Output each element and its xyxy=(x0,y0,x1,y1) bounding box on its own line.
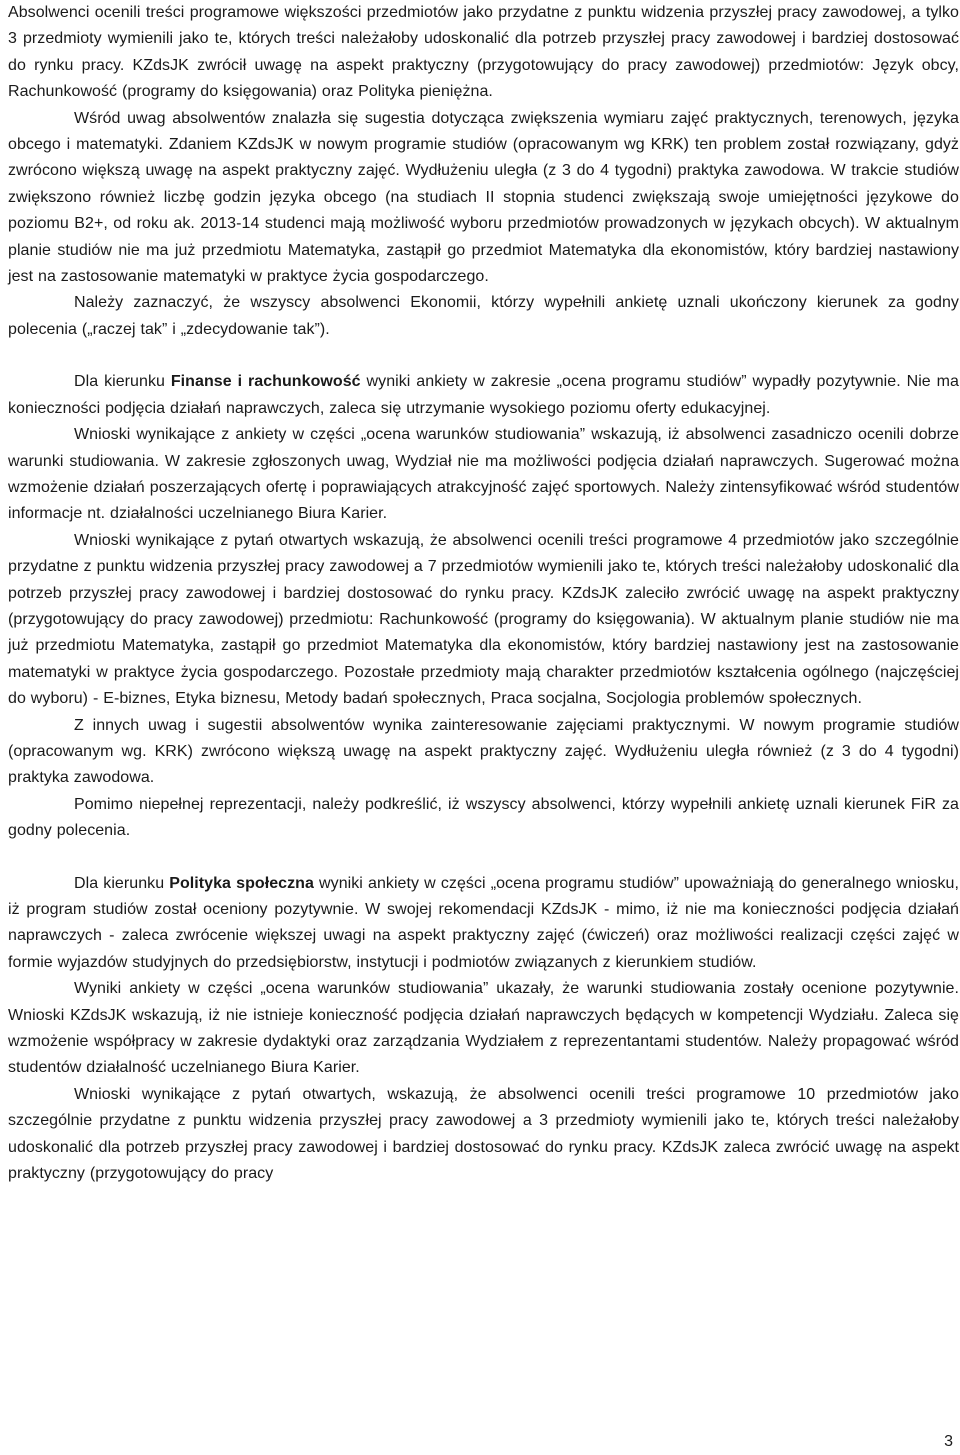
text-span: wyniki ankiety w części „ocena programu studiów” upoważniają do generalnego wniosku, iż program studiów został oceniony pozytywnie. W swojej rekomendacji KZdsJK - mimo, iż nie ma konieczności podjęcia działań naprawczych - zaleca zwrócenie większej uwagi na aspekt praktyczny zajęć (ćwiczeń) oraz możliwości realizacji części zajęć w formie wyjazdów studyjnych do przedsiębiorstw, instytucji i podmiotów związanych z kierunkiem studiów. xyxy=(8,874,960,971)
paragraph-8: Pomimo niepełnej reprezentacji, należy podkreślić, iż wszyscy absolwenci, którzy wypełnili ankietę uznali kierunek FiR za godny polecenia. xyxy=(8,795,959,840)
page-number: 3 xyxy=(944,1433,953,1450)
paragraph-5: Wnioski wynikające z ankiety w części „ocena warunków studiowania” wskazują, iż absolwenci zasadniczo ocenili dobrze warunki studiowania. W zakresie zgłoszonych uwag, Wydział nie ma możliwości podjęcia działań naprawczych. Sugerować można wzmożenie działań poszerzających ofertę i poprawiających atrakcyjność zajęć sportowych. Należy zintensyfikować wśród studentów informacje nt. działalności uczelnianego Biura Karier. xyxy=(8,426,959,523)
paragraph-10: Wyniki ankiety w części „ocena warunków studiowania” ukazały, że warunki studiowania zostały ocenione pozytywnie. Wnioski KZdsJK wskazują, iż nie istnieje konieczność podjęcia działań naprawczych będących w kompetencji Wydziału. Zaleca się wzmożenie współpracy w zakresie dydaktyki oraz zarządzania Wydziałem z reprezentantami studentów. Należy propagować wśród studentów działalność uczelnianego Biura Karier. xyxy=(8,980,959,1077)
program-name-polityka: Polityka społeczna xyxy=(169,874,314,892)
paragraph-2: Wśród uwag absolwentów znalazła się sugestia dotycząca zwiększenia wymiaru zajęć praktycznych, terenowych, języka obcego i matematyki. Zdaniem KZdsJK w nowym programie studiów (opracowanym wg KRK) ten problem został rozwiązany, gdyż zwrócono większą uwagę na aspekt praktyczny zajęć. Wydłużeniu uległa (z 3 do 4 tygodni) praktyka zawodowa. W trakcie studiów zwiększono również liczbę godzin języka obcego (na studiach II stopnia studenci zwiększają swoje umiejętności językowe do poziomu B2+, od roku ak. 2013-14 studenci mają możliwość wyboru przedmiotów prowadzonych w językach obcych). W aktualnym planie studiów nie ma już przedmiotu Matematyka, zastąpił go przedmiot Matematyka dla ekonomistów, który bardziej nastawiony jest na zastosowanie matematyki w praktyce życia gospodarczego. xyxy=(8,109,959,286)
paragraph-finanse-intro xyxy=(8,369,959,422)
program-name-finanse: Finanse i rachunkowość xyxy=(170,373,361,391)
paragraph-11: Wnioski wynikające z pytań otwartych, wskazują, że absolwenci ocenili treści programowe 10 przedmiotów jako szczególnie przydatne z punktu widzenia przyszłej pracy zawodowej a 3 przedmioty wymienili jako te, których treści należałoby udoskonalić dla potrzeb przyszłej pracy zawodowej i bardziej dostosować do rynku pracy. KZdsJK zaleca zwrócić uwagę na aspekt praktyczny (przygotowujący do pracy xyxy=(8,1085,959,1183)
text-span: Dla kierunku xyxy=(74,373,171,391)
paragraph-3: Należy zaznaczyć, że wszyscy absolwenci Ekonomii, którzy wypełnili ankietę uznali ukończony kierunek za godny polecenia („raczej tak” i „zdecydowanie tak”). xyxy=(8,294,959,338)
paragraph-7: Z innych uwag i sugestii absolwentów wynika zainteresowanie zajęciami praktycznymi. W nowym programie studiów (opracowanym wg. KRK) zwrócono większą uwagę na aspekt praktyczny zajęć. Wydłużeniu uległa również (z 3 do 4 tygodni) praktyka zawodowa. xyxy=(8,716,959,787)
section-gap xyxy=(8,343,959,369)
section-gap xyxy=(8,845,959,871)
paragraph-1: Absolwenci ocenili treści programowe większości przedmiotów jako przydatne z punktu widzenia przyszłej pracy zawodowej, a tylko 3 przedmioty wymienili jako te, których treści należałoby udoskonalić dla potrzeb przyszłej pracy zawodowej i bardziej dostosować do rynku pracy. KZdsJK zwrócił uwagę na aspekt praktyczny (przygotowujący do pracy zawodowej) przedmiotów: Język obcy, Rachunkowość (programy do księgowania) oraz Polityka pieniężna. xyxy=(8,4,959,101)
text-span: wyniki ankiety w zakresie „ocena programu studiów” wypadły pozytywnie. Nie ma konieczności podjęcia działań naprawczych, zaleca się utrzymanie wysokiego poziomu oferty edukacyjnej. xyxy=(8,373,959,417)
paragraph-6: Wnioski wynikające z pytań otwartych wskazują, że absolwenci ocenili treści programowe 4 przedmiotów jako szczególnie przydatne z punktu widzenia przyszłej pracy zawodowej a 7 przedmiotów wymienili jako te, których treści należałoby udoskonalić dla potrzeb przyszłej pracy zawodowej i bardziej dostosować do rynku pracy. KZdsJK zaleciło zwrócić uwagę na aspekt praktyczny (przygotowujący do pracy zawodowej) przedmiotu: Rachunkowość (programy do księgowania). W aktualnym planie studiów nie ma już przedmiotu Matematyka, zastąpił go przedmiot Matematyka dla ekonomistów, który bardziej nastawiony jest na zastosowanie matematyki w praktyce życia gospodarczego. Pozostałe przedmioty mają charakter przedmiotów kształcenia ogólnego (najczęściej do wyboru) - E-biznes, Etyka biznesu, Metody badań społecznych, Praca socjalna, Socjologia problemów społecznych. xyxy=(8,531,959,708)
paragraph-polityka-intro xyxy=(8,871,959,977)
document-page xyxy=(8,0,959,1187)
text-span: Dla kierunku xyxy=(74,874,170,892)
